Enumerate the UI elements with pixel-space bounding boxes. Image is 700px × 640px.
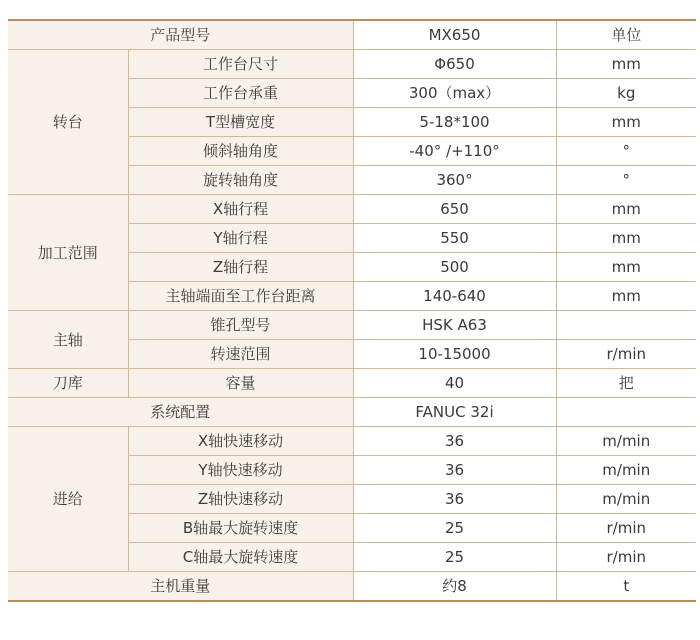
group-label: 加工范围 — [8, 195, 128, 311]
item-unit: mm — [556, 253, 696, 282]
weight-value: 约8 — [353, 572, 556, 602]
item-label: Y轴快速移动 — [128, 456, 353, 485]
table-row — [8, 195, 696, 224]
group-label: 进给 — [8, 427, 128, 572]
system-value: FANUC 32i — [353, 398, 556, 427]
item-label: 锥孔型号 — [128, 311, 353, 340]
item-unit: mm — [556, 224, 696, 253]
item-label: X轴快速移动 — [128, 427, 353, 456]
item-label: C轴最大旋转速度 — [128, 543, 353, 572]
item-unit: mm — [556, 282, 696, 311]
item-label: B轴最大旋转速度 — [128, 514, 353, 543]
item-value: 5-18*100 — [353, 108, 556, 137]
header-label: 产品型号 — [8, 20, 353, 50]
item-value: 360° — [353, 166, 556, 195]
item-label: 旋转轴角度 — [128, 166, 353, 195]
table-row — [8, 50, 696, 79]
weight-label: 主机重量 — [8, 572, 353, 602]
item-unit: mm — [556, 108, 696, 137]
table-row — [8, 572, 696, 602]
item-value: HSK A63 — [353, 311, 556, 340]
item-value: 36 — [353, 427, 556, 456]
item-unit: mm — [556, 195, 696, 224]
spec-table — [8, 19, 696, 602]
header-model: MX650 — [353, 20, 556, 50]
header-row — [8, 20, 696, 50]
item-unit: r/min — [556, 543, 696, 572]
group-label: 转台 — [8, 50, 128, 195]
item-unit: m/min — [556, 427, 696, 456]
table-row — [8, 369, 696, 398]
header-unit: 单位 — [556, 20, 696, 50]
group-label: 主轴 — [8, 311, 128, 369]
item-unit: ° — [556, 137, 696, 166]
item-label: Y轴行程 — [128, 224, 353, 253]
table-row — [8, 398, 696, 427]
item-label: Z轴快速移动 — [128, 485, 353, 514]
item-value: Φ650 — [353, 50, 556, 79]
item-value: 10-15000 — [353, 340, 556, 369]
item-value: 650 — [353, 195, 556, 224]
item-label: 主轴端面至工作台距离 — [128, 282, 353, 311]
item-unit: m/min — [556, 456, 696, 485]
item-label: 工作台尺寸 — [128, 50, 353, 79]
item-unit: m/min — [556, 485, 696, 514]
item-label: 倾斜轴角度 — [128, 137, 353, 166]
item-label: Z轴行程 — [128, 253, 353, 282]
item-value: 140-640 — [353, 282, 556, 311]
item-label: 转速范围 — [128, 340, 353, 369]
item-value: 36 — [353, 456, 556, 485]
item-value: 25 — [353, 543, 556, 572]
system-label: 系统配置 — [8, 398, 353, 427]
item-label: X轴行程 — [128, 195, 353, 224]
item-unit — [556, 311, 696, 340]
item-value: 550 — [353, 224, 556, 253]
item-label: 容量 — [128, 369, 353, 398]
table-row — [8, 311, 696, 340]
item-unit: r/min — [556, 514, 696, 543]
item-value: 36 — [353, 485, 556, 514]
item-value: 25 — [353, 514, 556, 543]
item-unit: r/min — [556, 340, 696, 369]
item-label: T型槽宽度 — [128, 108, 353, 137]
item-unit: ° — [556, 166, 696, 195]
group-label: 刀库 — [8, 369, 128, 398]
item-value: 500 — [353, 253, 556, 282]
item-value: 40 — [353, 369, 556, 398]
item-unit: mm — [556, 50, 696, 79]
item-unit: kg — [556, 79, 696, 108]
item-unit: 把 — [556, 369, 696, 398]
weight-unit: t — [556, 572, 696, 602]
system-unit — [556, 398, 696, 427]
table-row — [8, 427, 696, 456]
item-label: 工作台承重 — [128, 79, 353, 108]
item-value: 300（max） — [353, 79, 556, 108]
item-value: -40° /+110° — [353, 137, 556, 166]
